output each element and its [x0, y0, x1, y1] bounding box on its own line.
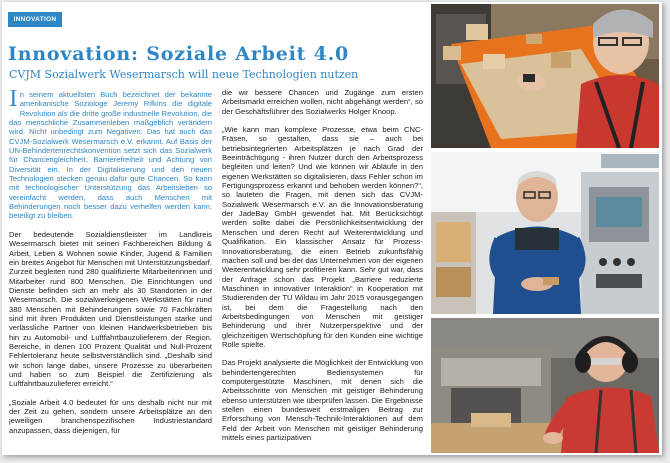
article-title: Innovation: Soziale Arbeit 4.0	[8, 43, 350, 65]
intro-text: n seinem aktuellsten Buch bezeichnet der bekannte amerikanische Soziologe Jeremy Rifkins die digitale Revolution als die dritte große industrielle Revolution, die das menschliche Zusammenleben maßgeblich verändern wird. Nicht unbedingt zum Negativen: Das hat auch das CVJM-Sozialwerk Wesermarsch e.V. erkannt. Auf Basis der UN-Behindertenrechtskonvention setzt sich das Sozialwerk für Chancengleichheit, Barrierefreiheit und Achtung von Diversität ein. In der Digitalisierung und den neuen Technologien stecken genau dafür gute Chancen. So kann mit technologischer Unterstützung das Arbeitsleben so vereinfacht werden, dass auch Menschen mit Behinderungen noch besser dazu verhelfen werden kann, beteiligt zu bleiben.	[9, 90, 212, 221]
text-column-left	[9, 90, 212, 450]
intro-paragraph	[9, 90, 212, 221]
body-paragraph: „Soziale Arbeit 4.0 bedeutet für uns deshalb nicht nur mit der Zeit zu gehen, sondern unsere Arbeitsplätze an den jeweiligen branchenspezifischen Industriestandard anzupassen, dass diejenigen, für	[9, 397, 212, 435]
body-paragraph: Das Projekt analysierte die Möglichkeit der Entwicklung von behindertengerechten Bediensystemen für computergestützte Maschinen, mit denen sich die Arbeitsschritte von Menschen mit geistiger Behinderung ebenso unterstützen wie überprüfen lassen. Die Ergebnisse stellen einen bundesweit erstmaligen Beitrag zur Erforschung von Mensch-Technik-Interaktionen auf dem Feld der Arbeit von Menschen mit geistiger Behinderung mittels eines partizipativen	[222, 358, 423, 443]
photo-woodwork-station	[431, 4, 659, 148]
article-subtitle: CVJM Sozialwerk Wesermarsch will neue Technologien nutzen	[9, 68, 359, 81]
body-paragraph: Der bedeutende Sozialdienstleister im Landkreis Wesermarsch bietet mit seinen Fachbereichen Bildung & Arbeit, Leben & Wohnen sowie Kinder, Jugend & Familien ein breites Angebot für Menschen mit Unterstützungsbedarf. Zurzeit begleiten rund 280 qualifizierte Mitarbeiterinnen und Mitarbeiter rund 800 Menschen. Die Einrichtungen und Dienste befinden sich an mehr als 30 Standorten in der Wesermarsch. Die sozialwerkeigenen Werkstätten für rund 380 Menschen mit Behinderungen sowie 70 Fachkräften sind mit ihren Produkten und Dienstleistungen starke und verlässliche Partner von kleinen Handwerksbetrieben bis hin zu Automobil- und Luftfahrtbauzulieferern der Region. Bereiche, in denen 100 Prozent Qualität und Null-Prozent Fehlertoleranz heute selbstverständlich sind. „Deshalb sind wir schon lange dabei, unsere Prozesse zu überarbeiten und haben so zum Beispiel die Zertifizierung als Luftfahrtbauzulieferer erreicht.“	[9, 229, 212, 389]
body-paragraph: „Wie kann man komplexe Prozesse, etwa beim CNC-Fräsen, so gestalten, dass sie – auch bei betriebsintegrierten Arbeitsplätzen je nach Grad der Beeinträchtigung - ihren Nutzer durch den Arbeitsprozess begleiten und leiten? Und wie können wir Abläufe in den eigenen Werkstätten so digitalisieren, dass Fehler schon im Fertigungsprozess erkannt und behoben werden können?“, so lauteten die Fragen, mit denen sich das CVJM-Sozialwerk Wesermarsch e.V. an die Innovationsberatung der JadeBay GmbH gewendet hat. Mit Berücksichtigt werden sollte dabei die Persönlichkeitsentwicklung der Menschen und deren Recht auf Weiterentwicklung und Qualifikation. Ein klassischer Ansatz für Prozess-Innovationsberatung, die einen Betrieb zukunftsfähig machen soll und bei der das Unternehmen von der eigenen Weiterentwicklung sehr profitieren kann. Sehr gut war, dass der Anfrage schon das Projekt „Barriere reduzierte Maschinen in innovativer Interaktion“ in Kooperation mit Studierenden der TU Wildau im Jahr 2015 vorausgegangen ist, bei dem die Fragestellung nach den Arbeitsbedingungen von Menschen mit geistiger Behinderung und ihrer Nutzerperspektive und der gleichzeitigen Wertschöpfung für den Kunden eine wichtige Rolle spielte.	[222, 125, 423, 349]
drop-cap: I	[9, 90, 18, 112]
text-column-middle	[222, 88, 423, 448]
body-paragraph: die wir bessere Chancen und Zugänge zum ersten Arbeitsmarkt erreichen wollen, nicht abgehängt werden“, so der Geschäftsführer des Sozialwerks Holger Knoop.	[222, 88, 423, 116]
section-badge: INNOVATION	[8, 12, 62, 27]
photo-cnc-operator	[431, 152, 659, 314]
photo-machine-worker	[431, 318, 659, 453]
magazine-page	[2, 2, 662, 455]
